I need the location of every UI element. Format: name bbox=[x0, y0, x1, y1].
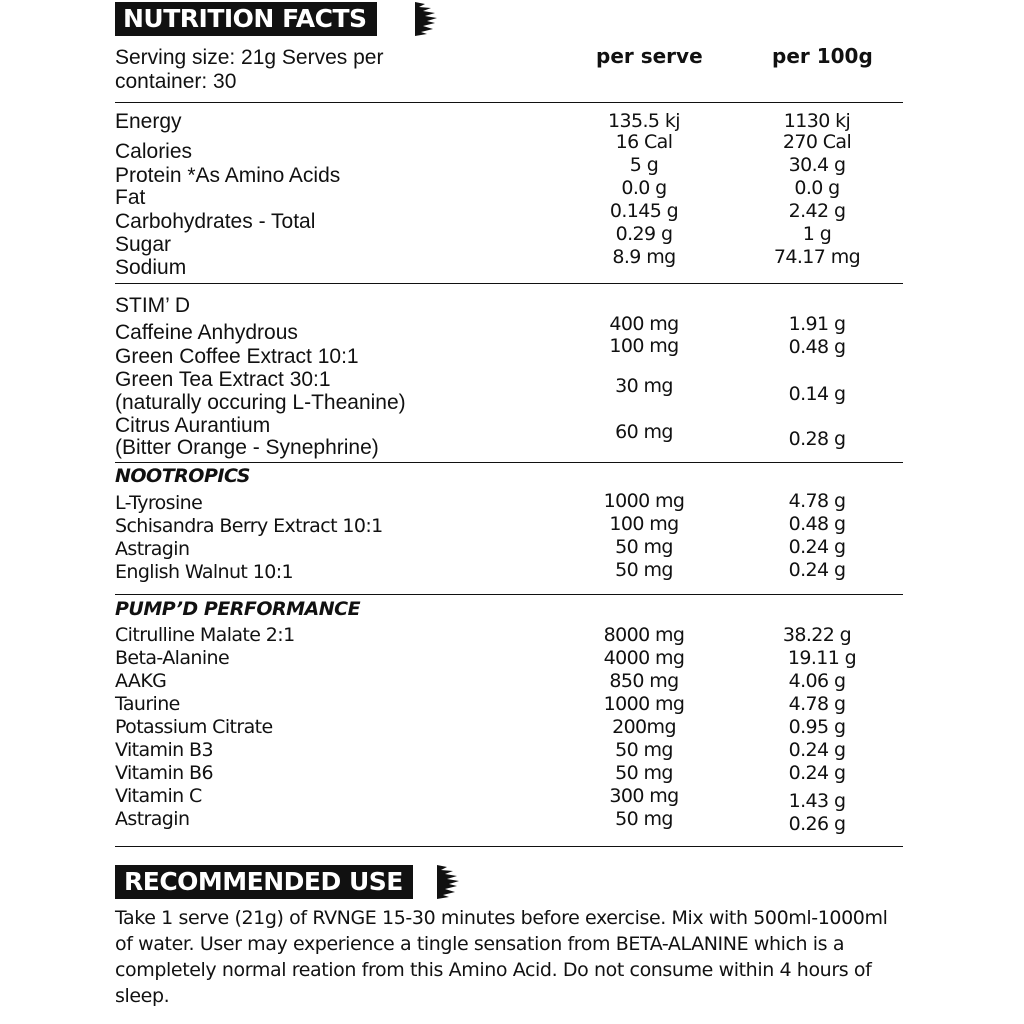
nutrient-label: Sodium bbox=[115, 256, 187, 279]
brush-stroke-icon bbox=[437, 865, 477, 899]
ingredient-label: Taurine bbox=[115, 693, 180, 715]
section-title-pumpd: PUMP’D PERFORMANCE bbox=[115, 598, 361, 620]
nutrient-label: Energy bbox=[115, 110, 182, 133]
table-row bbox=[0, 739, 1024, 762]
divider bbox=[115, 462, 903, 463]
per-serve-value: 50 mg bbox=[615, 808, 673, 830]
per-100g-value: 0.0 g bbox=[794, 177, 840, 199]
nutrition-facts-header bbox=[115, 2, 377, 36]
per-serve-value: 100 mg bbox=[609, 513, 679, 535]
table-row bbox=[0, 693, 1024, 716]
ingredient-label: Caffeine Anhydrous bbox=[115, 321, 298, 344]
per-100g-value: 1 g bbox=[802, 223, 832, 245]
per-serve-value: 200mg bbox=[612, 716, 676, 738]
column-header-per-100g: per 100g bbox=[772, 44, 873, 68]
per-100g-value: 0.26 g bbox=[788, 813, 846, 835]
ingredient-label: Astragin bbox=[115, 808, 190, 830]
per-100g-value: 0.28 g bbox=[788, 428, 846, 450]
recommended-use-title: RECOMMENDED USE bbox=[115, 865, 413, 899]
table-row bbox=[0, 785, 1024, 812]
per-100g-value: 19.11 g bbox=[787, 647, 857, 669]
per-serve-value: 850 mg bbox=[609, 670, 679, 692]
ingredient-label: L-Tyrosine bbox=[115, 492, 203, 514]
serving-size: Serving size: 21g Serves per container: 30 bbox=[115, 46, 384, 93]
per-serve-value: 300 mg bbox=[609, 785, 679, 807]
table-row bbox=[0, 762, 1024, 785]
divider bbox=[115, 283, 903, 284]
per-serve-value: 135.5 kj bbox=[608, 110, 680, 132]
ingredient-sublabel: (Bitter Orange - Synephrine) bbox=[115, 436, 379, 459]
per-serve-value: 50 mg bbox=[615, 559, 673, 581]
nutrient-label: Calories bbox=[115, 140, 193, 163]
per-100g-value: 0.48 g bbox=[788, 513, 846, 535]
ingredient-label: Green Coffee Extract 10:1 bbox=[115, 345, 359, 368]
ingredient-label: Vitamin C bbox=[115, 785, 202, 807]
per-serve-value: 16 Cal bbox=[615, 131, 673, 153]
recommended-use-text: Take 1 serve (21g) of RVNGE 15-30 minutes before exercise. Mix with 500ml-1000ml of water. User may experience a tingle sensation from BETA-ALANINE which is a completely normal reation from this Amino Acid. Do not consume within 4 hours of sleep. bbox=[115, 907, 888, 1007]
nutrient-label: Carbohydrates - Total bbox=[115, 210, 316, 233]
per-serve-value: 50 mg bbox=[615, 739, 673, 761]
nutrition-facts-title: NUTRITION FACTS bbox=[115, 2, 377, 36]
recommended-use-header bbox=[115, 865, 413, 899]
per-serve-value: 1000 mg bbox=[603, 693, 685, 715]
per-100g-value: 270 Cal bbox=[782, 131, 852, 153]
table-row bbox=[0, 538, 1024, 561]
ingredient-sublabel: (naturally occuring L-Theanine) bbox=[115, 391, 406, 414]
per-serve-value: 8000 mg bbox=[603, 624, 685, 646]
ingredient-label: Citrulline Malate 2:1 bbox=[115, 624, 295, 646]
per-serve-value: 400 mg bbox=[609, 313, 679, 335]
divider bbox=[115, 846, 903, 847]
table-row bbox=[0, 246, 1024, 279]
per-100g-value: 30.4 g bbox=[788, 154, 846, 176]
per-100g-value: 0.24 g bbox=[788, 559, 846, 581]
per-100g-value: 2.42 g bbox=[788, 200, 846, 222]
per-serve-value: 5 g bbox=[629, 154, 659, 176]
per-100g-value: 0.48 g bbox=[788, 336, 846, 358]
per-100g-value: 4.78 g bbox=[788, 693, 846, 715]
table-row bbox=[0, 414, 1024, 459]
section-title-nootropics: NOOTROPICS bbox=[115, 465, 250, 487]
divider bbox=[115, 102, 903, 103]
table-row bbox=[0, 515, 1024, 538]
ingredient-label: Schisandra Berry Extract 10:1 bbox=[115, 515, 383, 537]
per-serve-value: 0.29 g bbox=[615, 223, 673, 245]
per-100g-value: 0.24 g bbox=[788, 739, 846, 761]
per-100g-value: 0.24 g bbox=[788, 536, 846, 558]
table-row bbox=[0, 716, 1024, 739]
per-100g-value: 0.24 g bbox=[788, 762, 846, 784]
per-serve-value: 4000 mg bbox=[603, 647, 685, 669]
table-row bbox=[0, 808, 1024, 835]
ingredient-label: Astragin bbox=[115, 538, 190, 560]
per-serve-value: 1000 mg bbox=[603, 490, 685, 512]
per-serve-value: 50 mg bbox=[615, 536, 673, 558]
ingredient-label: Green Tea Extract 30:1 bbox=[115, 368, 331, 391]
per-serve-value: 60 mg bbox=[615, 421, 673, 443]
divider bbox=[115, 594, 903, 595]
per-serve-value: 100 mg bbox=[609, 335, 679, 357]
table-row bbox=[0, 670, 1024, 693]
per-serve-value: 8.9 mg bbox=[612, 246, 676, 268]
per-100g-value: 1.43 g bbox=[788, 790, 846, 812]
per-serve-value: 50 mg bbox=[615, 762, 673, 784]
nutrient-label: Sugar bbox=[115, 233, 172, 256]
nutrient-label: Protein *As Amino Acids bbox=[115, 164, 341, 187]
per-serve-value: 30 mg bbox=[615, 375, 673, 397]
ingredient-label: Vitamin B3 bbox=[115, 739, 213, 761]
ingredient-label: Vitamin B6 bbox=[115, 762, 213, 784]
table-row bbox=[0, 647, 1024, 670]
nutrient-label: Fat bbox=[115, 186, 146, 209]
table-row bbox=[0, 561, 1024, 584]
brush-stroke-icon bbox=[415, 2, 455, 36]
section-title-stimd: STIM’ D bbox=[115, 294, 191, 317]
ingredient-label: Citrus Aurantium bbox=[115, 414, 271, 437]
table-row bbox=[0, 335, 1024, 368]
column-header-per-serve: per serve bbox=[596, 44, 703, 68]
per-serve-value: 0.0 g bbox=[621, 177, 667, 199]
table-row bbox=[0, 110, 1024, 133]
table-row bbox=[0, 368, 1024, 414]
per-serve-value: 0.145 g bbox=[609, 200, 679, 222]
ingredient-label: English Walnut 10:1 bbox=[115, 561, 293, 583]
per-100g-value: 0.14 g bbox=[788, 383, 846, 405]
per-100g-value: 4.06 g bbox=[788, 670, 846, 692]
ingredient-label: Potassium Citrate bbox=[115, 716, 273, 738]
per-100g-value: 74.17 mg bbox=[773, 246, 861, 268]
table-row bbox=[0, 492, 1024, 515]
ingredient-label: AAKG bbox=[115, 670, 167, 692]
per-100g-value: 0.95 g bbox=[788, 716, 846, 738]
per-100g-value: 4.78 g bbox=[788, 490, 846, 512]
per-100g-value: 1130 kj bbox=[783, 110, 851, 132]
per-100g-value: 1.91 g bbox=[788, 313, 846, 335]
ingredient-label: Beta-Alanine bbox=[115, 647, 230, 669]
per-100g-value: 38.22 g bbox=[782, 624, 852, 646]
table-row bbox=[0, 624, 1024, 647]
